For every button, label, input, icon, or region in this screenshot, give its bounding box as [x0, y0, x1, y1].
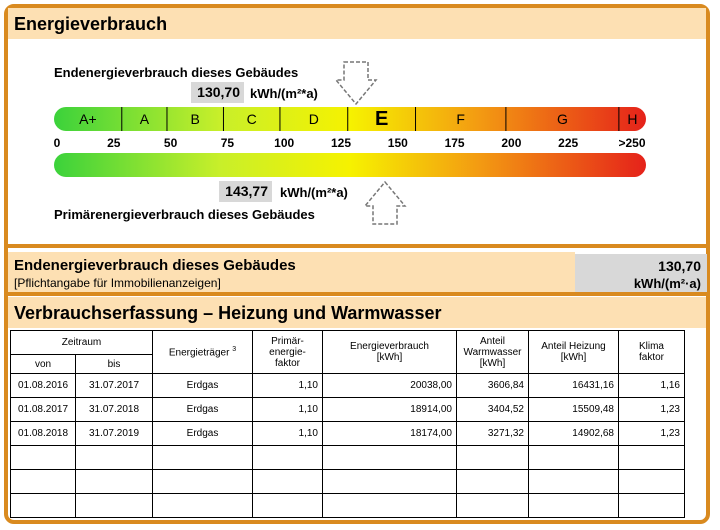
- pflicht-value: 130,70: [658, 258, 701, 274]
- table-cell: 1,10: [253, 422, 323, 446]
- table-cell: [619, 470, 685, 494]
- tick-label: >250: [618, 136, 646, 150]
- table-header-row: [11, 331, 685, 355]
- tick-label: 125: [330, 136, 352, 150]
- energy-scale-bar-bottom: [54, 153, 646, 177]
- table-cell: [11, 470, 76, 494]
- energy-class-h: H: [627, 111, 638, 127]
- energy-class-b: B: [190, 111, 200, 127]
- header-zeitraum: Zeitraum: [11, 331, 153, 355]
- tick-label: 50: [163, 136, 178, 150]
- table-row: [11, 422, 685, 446]
- tick-label: 150: [387, 136, 408, 150]
- header-energietraeger: Energieträger $^3$: [153, 331, 253, 374]
- table-cell: 18174,00: [323, 422, 457, 446]
- verbrauch-title: Verbrauchserfassung – Heizung und Warmwasser: [14, 303, 442, 323]
- table-row: [11, 398, 685, 422]
- energy-class-d: D: [308, 111, 319, 127]
- table-cell: 31.07.2018: [76, 398, 153, 422]
- table-cell: [619, 446, 685, 470]
- table-cell: [11, 446, 76, 470]
- table-cell: [153, 494, 253, 518]
- table-cell: Erdgas: [153, 374, 253, 398]
- table-cell: 3606,84: [457, 374, 529, 398]
- primary-energy-label: Primärenergieverbrauch dieses Gebäudes: [54, 207, 315, 222]
- table-cell: 1,10: [253, 374, 323, 398]
- end-energy-value: 130,70: [191, 82, 244, 103]
- table-cell: Erdgas: [153, 398, 253, 422]
- table-cell: 15509,48: [529, 398, 619, 422]
- table-cell: 01.08.2016: [11, 374, 76, 398]
- table-cell: [619, 494, 685, 518]
- table-cell: 16431,16: [529, 374, 619, 398]
- table-cell: 3271,32: [457, 422, 529, 446]
- table-cell: [11, 494, 76, 518]
- pflicht-unit: kWh/(m²·a): [633, 276, 701, 291]
- header-von: von: [11, 355, 76, 374]
- separator-1: [4, 244, 710, 248]
- tick-label: 25: [107, 136, 121, 150]
- table-cell: 20038,00: [323, 374, 457, 398]
- separator-2: [4, 292, 710, 296]
- table-cell: [153, 470, 253, 494]
- primary-energy-unit: kWh/(m²*a): [280, 185, 348, 200]
- table-row: [11, 494, 685, 518]
- tick-label: 100: [274, 136, 295, 150]
- table-cell: 01.08.2017: [11, 398, 76, 422]
- header-heizung: Anteil Heizung [kWh]: [529, 331, 619, 374]
- table-cell: 3404,52: [457, 398, 529, 422]
- tick-label: 225: [558, 136, 579, 150]
- tick-label: 200: [501, 136, 522, 150]
- pflicht-subtitle: [Pflichtangabe für Immobilienanzeigen]: [14, 276, 221, 290]
- header-warmwasser: Anteil Warmwasser [kWh]: [457, 331, 529, 374]
- header-klimafaktor: Klima faktor: [619, 331, 685, 374]
- table-cell: 18914,00: [323, 398, 457, 422]
- header-primaerfaktor: Primär- energie- faktor: [253, 331, 323, 374]
- header-energieverbrauch: Energieverbrauch [kWh]: [323, 331, 457, 374]
- table-cell: [457, 494, 529, 518]
- table-row: [11, 374, 685, 398]
- energy-class-a: A: [139, 111, 150, 127]
- pflicht-title: Endenergieverbrauch dieses Gebäudes: [14, 257, 296, 274]
- table-cell: 01.08.2018: [11, 422, 76, 446]
- energy-class-e: E: [374, 108, 389, 130]
- table-cell: Erdgas: [153, 422, 253, 446]
- table-cell: 1,10: [253, 398, 323, 422]
- table-cell: 14902,68: [529, 422, 619, 446]
- table-cell: [457, 470, 529, 494]
- table-cell: [253, 446, 323, 470]
- primary-energy-marker-icon: [363, 180, 407, 226]
- table-cell: [153, 446, 253, 470]
- table-row: [11, 446, 685, 470]
- table-cell: 1,23: [619, 398, 685, 422]
- energy-class-g: G: [556, 111, 568, 127]
- table-cell: [76, 494, 153, 518]
- energy-class-c: C: [246, 111, 257, 127]
- table-row: [11, 470, 685, 494]
- table-cell: 31.07.2019: [76, 422, 153, 446]
- table-cell: 1,16: [619, 374, 685, 398]
- energy-section-title: Energieverbrauch: [14, 14, 168, 34]
- primary-energy-value: 143,77: [219, 181, 272, 202]
- table-cell: [253, 494, 323, 518]
- end-energy-label: Endenergieverbrauch dieses Gebäudes: [54, 65, 299, 80]
- tick-label: 0: [53, 136, 61, 150]
- table-cell: [529, 470, 619, 494]
- table-cell: 1,23: [619, 422, 685, 446]
- table-cell: [76, 446, 153, 470]
- pflicht-value-box: [575, 254, 707, 292]
- consumption-table: [10, 330, 685, 518]
- table-cell: [529, 446, 619, 470]
- table-cell: [323, 470, 457, 494]
- table-cell: 31.07.2017: [76, 374, 153, 398]
- table-cell: [457, 446, 529, 470]
- header-bis: bis: [76, 355, 153, 374]
- table-cell: [76, 470, 153, 494]
- end-energy-marker-icon: [334, 60, 378, 106]
- end-energy-unit: kWh/(m²*a): [250, 86, 318, 101]
- table-cell: [323, 494, 457, 518]
- energy-class-f: F: [456, 111, 465, 127]
- table-cell: [323, 446, 457, 470]
- table-cell: [253, 470, 323, 494]
- energy-class-a-plus: A+: [79, 111, 97, 127]
- tick-label: 175: [444, 136, 465, 150]
- tick-label: 75: [220, 136, 235, 150]
- table-cell: [529, 494, 619, 518]
